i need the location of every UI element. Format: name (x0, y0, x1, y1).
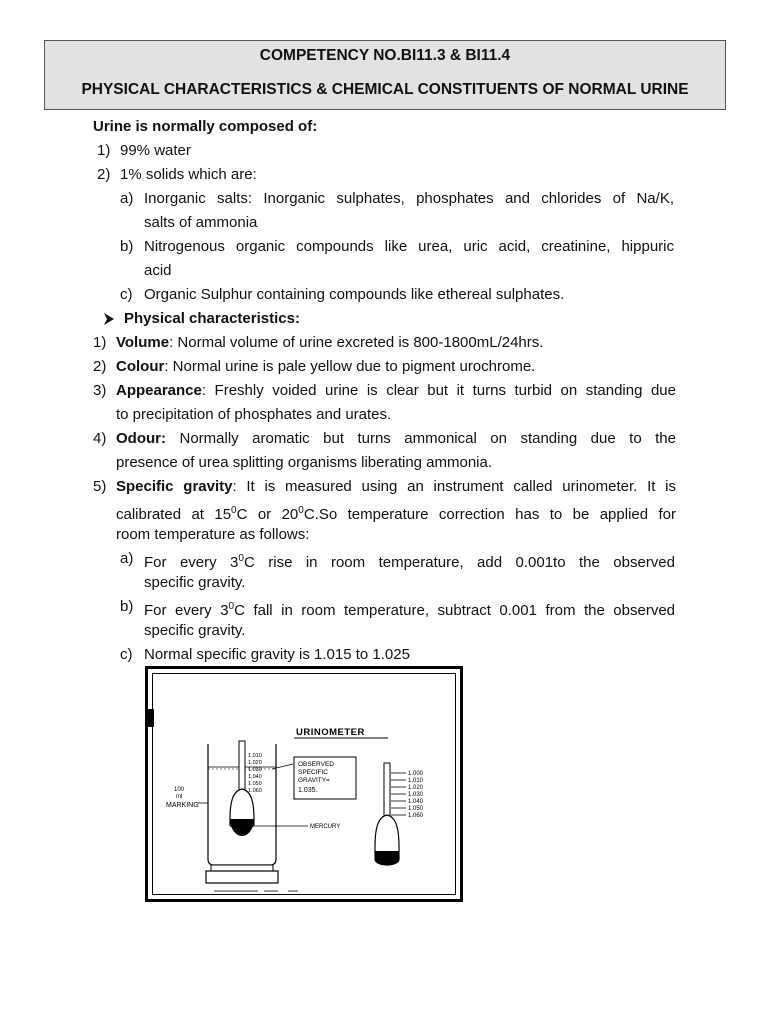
right-scale-label: 1.010 (408, 778, 424, 784)
right-scale-label: 1.030 (408, 792, 424, 798)
physical-item-5-line-3: room temperature as follows: (116, 526, 310, 543)
physical-item-1 (116, 333, 543, 353)
physical-item-2 (116, 357, 535, 377)
marking-label-ml: ml (176, 794, 183, 800)
gravity-sub-a-letter: a) (120, 550, 134, 567)
sublist-c-line-1: Organic Sulphur containing compounds like ethereal sulphates. (144, 286, 565, 303)
marking-label: MARKING (166, 802, 199, 809)
physical-item-4-line-1 (116, 429, 676, 449)
observed-pointer-line (272, 764, 293, 769)
right-scale-label: 1.050 (408, 806, 424, 812)
left-scale-label: 1.020 (248, 760, 262, 766)
composition-item-2-number: 2) (97, 166, 111, 183)
physical-item-1-label: Volume (116, 334, 170, 351)
degree-superscript: 0 (231, 505, 237, 516)
sublist-c-letter: c) (120, 286, 133, 303)
composition-item-1-text: 99% water (120, 142, 191, 159)
left-scale-label: 1.060 (248, 788, 262, 794)
gravity-sub-a-line-1 (144, 549, 675, 573)
physical-item-5-line-2 (116, 501, 676, 525)
physical-item-2-number: 2) (93, 358, 107, 375)
observed-box-line: 1.035. (298, 787, 318, 794)
physical-item-3-number: 3) (93, 382, 107, 399)
cylinder-base (206, 871, 278, 883)
header-box (44, 40, 726, 110)
gravity-sub-a-text-b: C rise in room temperature, add 0.001to the observed (243, 554, 675, 571)
right-scale-label: 1.060 (408, 813, 424, 819)
sublist-b-line-2: acid (144, 262, 172, 279)
sublist-a-line-1-text: Inorganic salts: Inorganic sulphates, phosphates and chlorides of Na/K, (144, 190, 674, 207)
gravity-sub-a-text-a: For every 3 (144, 554, 239, 571)
mercury-label: MERCURY (310, 824, 341, 830)
physical-item-5-line-1 (116, 477, 676, 497)
calibration-text-a: calibrated at 15 (116, 506, 232, 523)
right-scale-label: 1.000 (408, 771, 424, 777)
sublist-b-line-1 (144, 237, 674, 257)
physical-item-5-label: Specific gravity (116, 478, 233, 495)
gravity-sub-b-text-a: For every 3 (144, 602, 229, 619)
physical-item-1-number: 1) (93, 334, 107, 351)
urinometer-detail-stem (384, 763, 390, 819)
gravity-sub-a-line-2: specific gravity. (144, 574, 246, 591)
right-scale-label: 1.020 (408, 785, 424, 791)
marking-label-100: 100 (174, 787, 185, 793)
sublist-a-line-1 (144, 189, 674, 209)
physical-item-1-text: : Normal volume of urine excreted is 800-1800mL/24hrs. (169, 334, 544, 351)
sublist-b-line-1-text: Nitrogenous organic compounds like urea, uric acid, creatinine, hippuric (144, 238, 674, 255)
degree-superscript: 0 (228, 601, 235, 612)
gravity-sub-b-line-2: specific gravity. (144, 622, 246, 639)
physical-item-4-text: Normally aromatic but turns ammonical on standing due to the (179, 430, 676, 447)
urinometer-detail-mercury (375, 851, 399, 865)
header-title-topic: PHYSICAL CHARACTERISTICS & CHEMICAL CONSTITUENTS OF NORMAL URINE (81, 81, 689, 98)
physical-item-3-line-2: to precipitation of phosphates and urates. (116, 406, 392, 423)
gravity-sub-c-letter: c) (120, 646, 133, 663)
degree-superscript: 0 (298, 505, 304, 516)
gravity-sub-b-text-b: C fall in room temperature, subtract 0.001 from the observed (234, 602, 676, 619)
sublist-a-line-2: salts of ammonia (144, 214, 258, 231)
degree-superscript: 0 (238, 553, 244, 564)
gravity-sub-b-line-1 (144, 597, 675, 621)
physical-heading: Physical characteristics: (124, 310, 300, 327)
physical-item-5-number: 5) (93, 478, 107, 495)
calibration-text-b: C or 20 (236, 506, 299, 523)
figure-title: URINOMETER (296, 727, 365, 738)
left-scale-label: 1.030 (248, 767, 262, 773)
figure-scan-artifact (148, 709, 154, 727)
sublist-a-letter: a) (120, 190, 134, 207)
left-scale-label: 1.010 (248, 753, 262, 759)
observed-box-line: SPECIFIC (298, 769, 328, 776)
urinometer-drawing (148, 669, 460, 899)
composition-item-2-text: 1% solids which are: (120, 166, 257, 183)
physical-item-2-label: Colour (116, 358, 165, 375)
physical-item-3-text: : Freshly voided urine is clear but it turns turbid on standing due (201, 382, 676, 399)
physical-item-4-number: 4) (93, 430, 107, 447)
physical-item-5-text: : It is measured using an instrument called urinometer. It is (232, 478, 676, 495)
urinometer-figure (145, 666, 463, 902)
right-scale-label: 1.040 (408, 799, 424, 805)
observed-box-line: GRAVITY= (298, 777, 330, 784)
calibration-text-c: C.So temperature correction has to be applied for (303, 506, 676, 523)
gravity-sub-b-letter: b) (120, 598, 134, 615)
physical-item-2-text: : Normal urine is pale yellow due to pigment urochrome. (164, 358, 536, 375)
physical-item-4-line-2: presence of urea splitting organisms liberating ammonia. (116, 454, 493, 471)
physical-item-3-line-1 (116, 381, 676, 401)
mercury-bulb (230, 819, 254, 836)
arrow-bullet-icon (103, 309, 115, 329)
composition-item-1-number: 1) (97, 142, 111, 159)
sublist-b-letter: b) (120, 238, 134, 255)
left-scale-label: 1.040 (248, 774, 262, 780)
gravity-sub-c-text: Normal specific gravity is 1.015 to 1.025 (144, 646, 410, 663)
header-title-competency: COMPETENCY NO.BI11.3 & BI11.4 (259, 47, 511, 64)
physical-item-3-label: Appearance (116, 382, 202, 399)
intro-text: Urine is normally composed of: (93, 118, 318, 135)
cylinder-base-ring (211, 865, 273, 871)
urinometer-stem (239, 741, 245, 791)
observed-box-line: OBSERVED (298, 761, 335, 768)
physical-item-4-label: Odour: (116, 430, 166, 447)
left-scale-label: 1.050 (248, 781, 262, 787)
